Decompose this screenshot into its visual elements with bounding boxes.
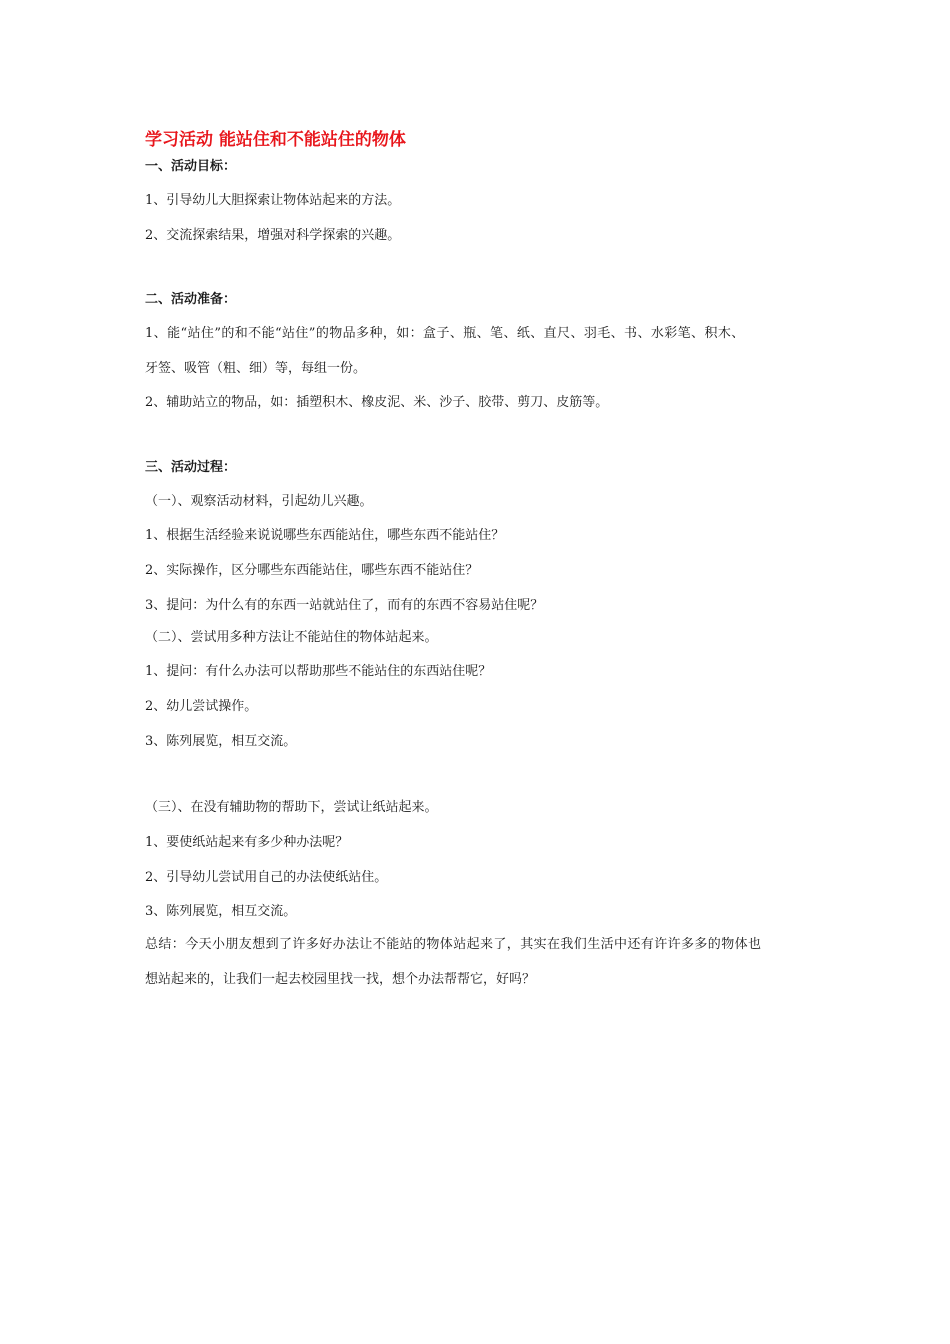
summary-line: 总结：今天小朋友想到了许多好办法让不能站的物体站起来了，其实在我们生活中还有许许多多的物体也 — [145, 937, 762, 952]
preparation-item-line: 牙签、吸管（粗、细）等，每组一份。 — [145, 361, 367, 376]
process-item: 2、引导幼儿尝试用自己的办法使纸站住。 — [145, 870, 388, 885]
goal-item: 2、交流探索结果，增强对科学探索的兴趣。 — [145, 228, 401, 243]
goal-item: 1、引导幼儿大胆探索让物体站起来的方法。 — [145, 193, 401, 208]
summary-line: 想站起来的，让我们一起去校园里找一找，想个办法帮帮它，好吗？ — [145, 972, 536, 987]
section-heading-preparation: 二、活动准备： — [145, 292, 237, 307]
process-item: 2、实际操作，区分哪些东西能站住，哪些东西不能站住？ — [145, 563, 479, 578]
process-part-title: （二）、尝试用多种方法让不能站住的物体站起来。 — [145, 630, 438, 645]
process-item: 2、幼儿尝试操作。 — [145, 699, 258, 714]
preparation-item-line: 1、能“站住”的和不能“站住”的物品多种，如：盒子、瓶、笔、纸、直尺、羽毛、书、水彩笔、积木、 — [145, 326, 745, 341]
process-part-title: （一）、观察活动材料，引起幼儿兴趣。 — [145, 494, 373, 509]
section-heading-goals: 一、活动目标： — [145, 159, 237, 174]
process-item: 1、要使纸站起来有多少种办法呢？ — [145, 835, 349, 850]
process-item: 1、根据生活经验来说说哪些东西能站住，哪些东西不能站住？ — [145, 528, 505, 543]
section-heading-process: 三、活动过程： — [145, 460, 237, 475]
document-title: 学习活动 能站住和不能站住的物体 — [145, 130, 406, 150]
process-item: 1、提问：有什么办法可以帮助那些不能站住的东西站住呢？ — [145, 664, 492, 679]
process-item: 3、陈列展览，相互交流。 — [145, 904, 297, 919]
preparation-item: 2、辅助站立的物品，如：插塑积木、橡皮泥、米、沙子、胶带、剪刀、皮筋等。 — [145, 395, 609, 410]
process-part-title: （三）、在没有辅助物的帮助下，尝试让纸站起来。 — [145, 800, 438, 815]
process-item: 3、陈列展览，相互交流。 — [145, 734, 297, 749]
process-item: 3、提问：为什么有的东西一站就站住了，而有的东西不容易站住呢？ — [145, 598, 544, 613]
